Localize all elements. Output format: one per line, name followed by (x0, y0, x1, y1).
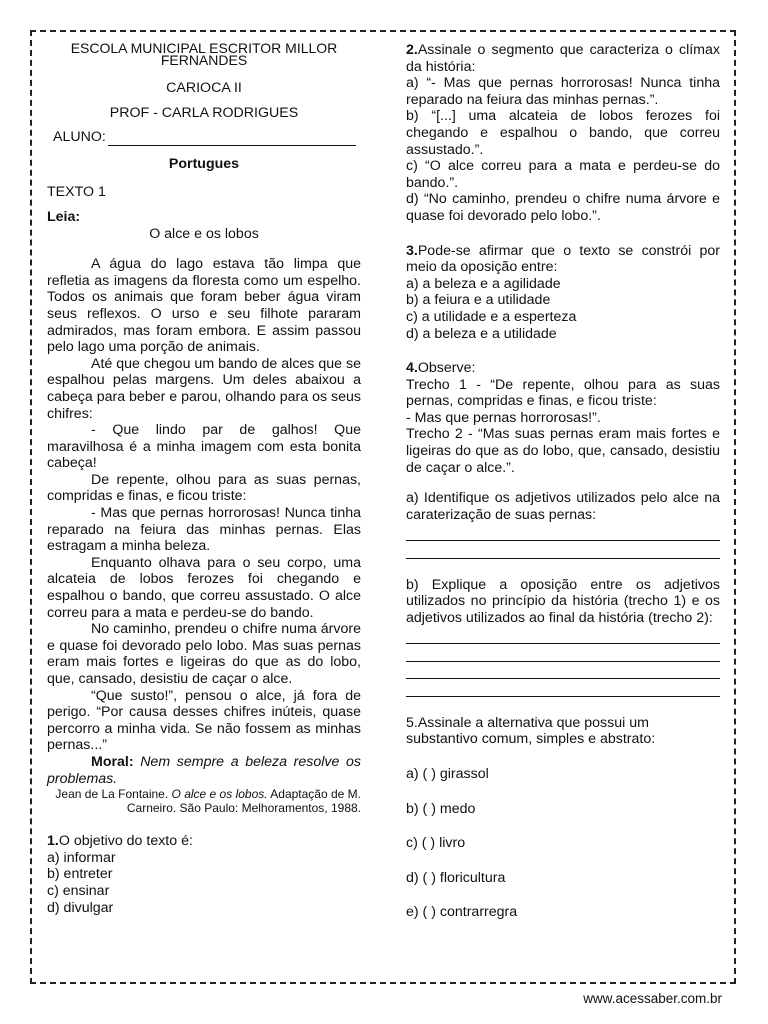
question-2-number: 2. (406, 42, 418, 58)
read-label: Leia: (47, 208, 81, 225)
story-paragraph: - Que lindo par de galhos! Que maravilhosa é a minha imagem com esta bonita cabeça! (47, 422, 361, 472)
answer-line[interactable] (406, 541, 720, 559)
story-paragraph: A água do lago estava tão limpa que refletia as imagens da floresta como um espelho. Todos os animais que foram beber água viram seus reflexos. O urso e seu filhote pararam admirados, mas foram embora. E assim passou pelo lago uma porção de animais. (47, 256, 361, 356)
subject-title: Portugues (168, 155, 240, 172)
question-3-number: 3. (406, 242, 418, 259)
question-4b-prompt: b) Explique a oposição entre os adjetivos utilizados no princípio da história (trecho 1) e os adjetivos utilizados ao final da história (trecho 2): (406, 576, 720, 626)
citation-author: Jean de La Fontaine. (55, 787, 169, 802)
student-field (47, 129, 361, 146)
moral-label: Moral: (91, 753, 134, 770)
right-column (406, 42, 720, 921)
question-3-option[interactable]: a) a beleza e a agilidade (406, 275, 561, 292)
question-2-option[interactable]: a) “- Mas que pernas horrorosas! Nunca tinha reparado na feiura das minhas pernas.”. (406, 75, 720, 108)
question-4-number: 4. (406, 360, 418, 377)
question-4 (406, 360, 720, 377)
citation (47, 787, 361, 815)
question-1-option[interactable]: d) divulgar (47, 899, 114, 916)
question-4a-prompt: a) Identifique os adjetivos utilizados pelo alce na caraterização de suas pernas: (406, 490, 720, 523)
question-5-option[interactable]: b) ( ) medo (406, 800, 476, 817)
story-title: O alce e os lobos (149, 225, 259, 242)
question-2 (406, 42, 720, 75)
question-1-prompt: O objetivo do texto é: (58, 833, 193, 850)
answer-line[interactable] (406, 523, 720, 541)
citation-publisher: Adaptação de M. Carneiro. São Paulo: Melhoramentos, 1988. (126, 787, 361, 816)
class-name: CARIOCA II (166, 80, 242, 96)
question-4-trecho-2: Trecho 2 - “Mas suas pernas eram mais fortes e ligeiras do que as do lobo, que, cansado, desistiu de caçar o alce.”. (406, 426, 720, 476)
answer-line[interactable] (406, 644, 720, 662)
student-label: ALUNO: (53, 129, 106, 146)
question-5-option[interactable]: d) ( ) floricultura (406, 869, 506, 886)
citation-work: O alce e os lobos. (171, 787, 268, 802)
student-name-line[interactable] (108, 145, 356, 146)
question-2-option[interactable]: d) “No caminho, prendeu o chifre numa árvore e quase foi devorado pelo lobo.”. (406, 191, 720, 224)
moral (47, 754, 361, 787)
question-1-option[interactable]: a) informar (47, 849, 116, 866)
story-paragraph: Até que chegou um bando de alces que se espalhou pelas margens. Um deles abaixou a cabeça para beber e parou, olhando para os seus chifres: (47, 355, 361, 422)
question-5-option[interactable]: a) ( ) girassol (406, 765, 489, 782)
question-1-option[interactable]: c) ensinar (47, 882, 110, 899)
moral-text: Nem sempre a beleza resolve os problemas. (47, 753, 361, 787)
answer-line[interactable] (406, 662, 720, 680)
question-3-prompt: Pode-se afirmar que o texto se constrói por meio da oposição entre: (406, 242, 720, 276)
website-footer: www.acessaber.com.br (583, 991, 722, 1006)
story-paragraph: De repente, olhou para as suas pernas, compridas e finas, e ficou triste: (47, 471, 361, 505)
question-5-option[interactable]: c) ( ) livro (406, 835, 466, 852)
story-paragraph: “Que susto!”, pensou o alce, já fora de perigo. “Por causa desses chifres inúteis, quase percorro a minha vida. Se não fossem as minhas pernas...” (47, 687, 361, 754)
question-4-trecho-1: Trecho 1 - “De repente, olhou para as suas pernas, compridas e finas, e ficou triste: (406, 376, 720, 410)
question-1-number: 1. (47, 833, 59, 850)
question-3-option[interactable]: b) a feiura e a utilidade (406, 292, 551, 309)
answer-line[interactable] (406, 626, 720, 644)
story-paragraph: No caminho, prendeu o chifre numa árvore e quase foi devorado pelo lobo. Mas suas pernas eram mais fortes e ligeiras do que as do lobo, que, cansado, desistiu de caçar o alce. (47, 621, 361, 687)
school-name: ESCOLA MUNICIPAL ESCRITOR MILLOR FERNANDES (70, 40, 338, 68)
question-5-option[interactable]: e) ( ) contrarregra (406, 904, 518, 921)
teacher-name: PROF - CARLA RODRIGUES (109, 104, 299, 121)
question-5-prompt: 5.Assinale a alternativa que possui um substantivo comum, simples e abstrato: (406, 714, 656, 748)
left-column (47, 42, 361, 916)
question-2-option[interactable]: c) “O alce correu para a mata e perdeu-se do bando.”. (406, 158, 720, 191)
question-2-option[interactable]: b) “[...] uma alcateia de lobos ferozes foi chegando e espalhou o bando, que correu assustado.”. (406, 108, 720, 158)
story-paragraph: Enquanto olhava para o seu corpo, uma alcateia de lobos ferozes foi chegando e espalhou o bando, que correu assustado. O alce correu para a mata e perdeu-se do bando. (47, 554, 361, 621)
question-4-prompt: Observe: (417, 360, 476, 377)
question-1 (47, 833, 361, 850)
question-3-option[interactable]: d) a beleza e a utilidade (406, 325, 557, 342)
question-3-option[interactable]: c) a utilidade e a esperteza (406, 308, 577, 325)
question-1-option[interactable]: b) entreter (47, 866, 113, 883)
question-3 (406, 243, 720, 276)
question-4-trecho-1-quote: - Mas que pernas horrorosas!”. (406, 409, 601, 426)
question-2-prompt: Assinale o segmento que caracteriza o clímax da história: (406, 42, 720, 75)
text-label: TEXTO 1 (47, 184, 106, 201)
story-paragraph: - Mas que pernas horrorosas! Nunca tinha reparado na feiura das minhas pernas. Elas estragam a minha beleza. (47, 505, 361, 555)
answer-line[interactable] (406, 679, 720, 697)
